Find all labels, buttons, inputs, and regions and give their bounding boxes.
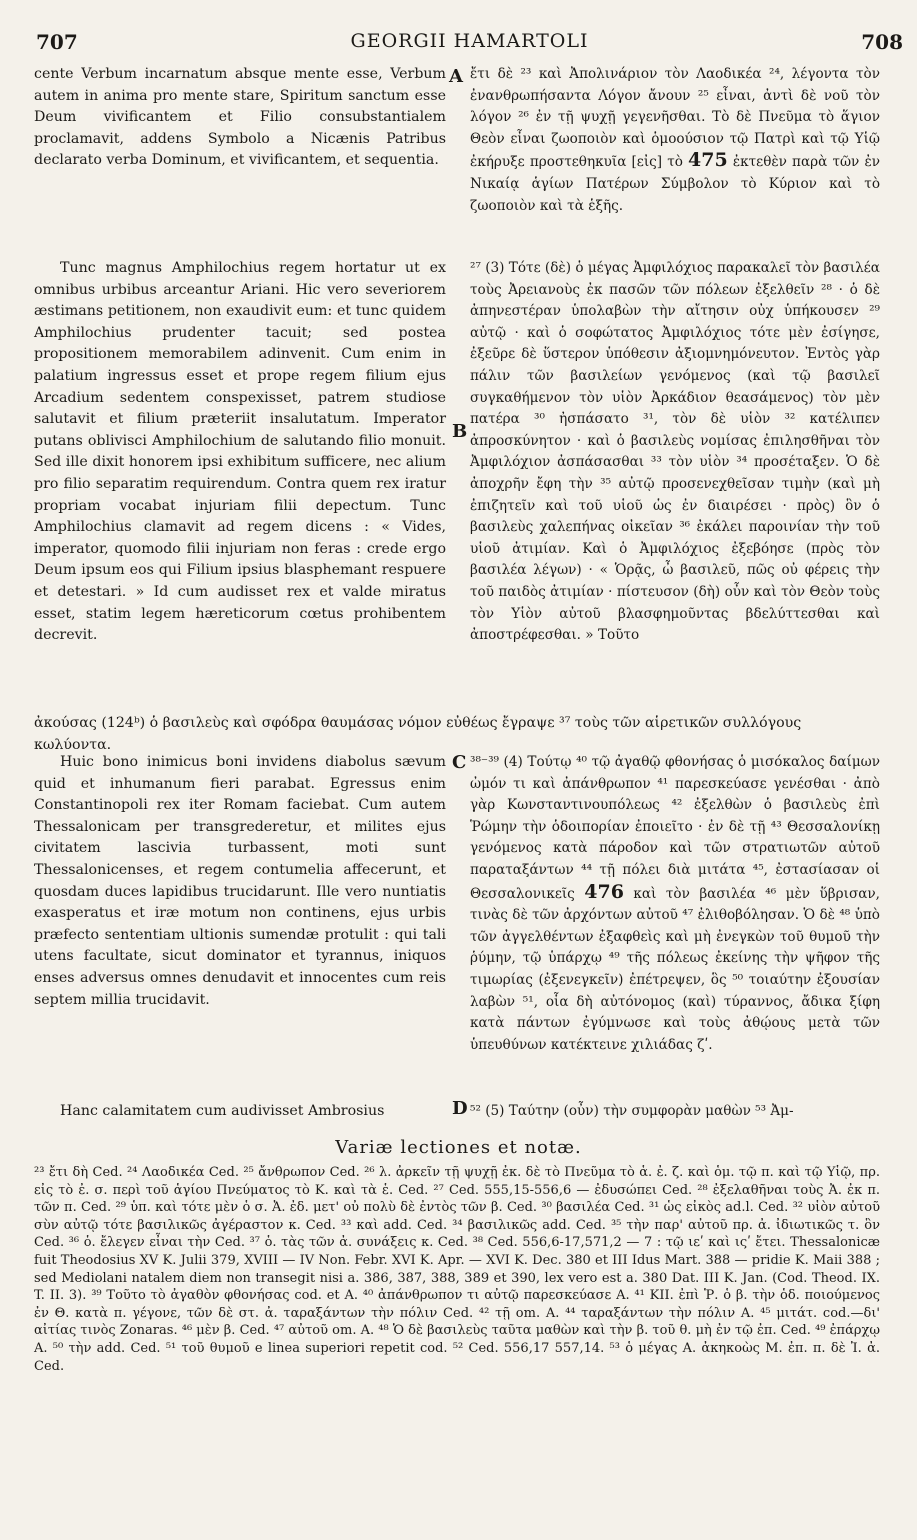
latin-column-part-4 xyxy=(34,1101,446,1123)
greek-column-part-3 xyxy=(470,752,880,1056)
greek-para-1-text-b: ἐκτεθὲν παρὰ τῶν ἐν Νικαίᾳ ἁγίων Πατέρων Σύμβολον τὸ Κύριον καὶ τὸ ζωοποιὸν καὶ τὰ ἑξῆς. xyxy=(470,154,881,214)
greek-para-2: ²⁷ (3) Τότε (δὲ) ὁ μέγας Ἀμφιλόχιος παρακαλεῖ τὸν βασιλέα τοὺς Ἀρειανοὺς ἐκ πασῶν τῶν πόλεων ἐξελθεῖν ²⁸ · ὁ δὲ ἀπηνεστέραν ὑπολαβὼν τὴν αἴτησιν οὐχ ὑπήκουσεν ²⁹ αὐτῷ · καὶ ὁ σοφώτατος Ἀμφιλόχιος τότε μὲν ἐσίγησε, ἐξεῦρε δὲ ὕστερον ὑπόθεσιν ἀξιομνημόνευτον. Ἐντὸς γὰρ πάλιν τῶν βασιλείων γενόμενος (καὶ τῷ βασιλεῖ συγκαθήμενον τὸν υἱὸν Ἀρκάδιον θεασάμενος) τὸν μὲν πατέρα ³⁰ ἠσπάσατο ³¹, τὸν δὲ υἱὸν ³² κατέλιπεν ἀπροσκύνητον · καὶ ὁ βασιλεὺς νομίσας ἐπιλησθῆναι τὸν Ἀμφιλόχιον ἀσπάσασθαι ³³ τὸν υἱὸν ³⁴ προσέταξεν. Ὁ δὲ ἀποχρῆν ἔφη τὴν ³⁵ αὐτῷ προσενεχθεῖσαν τιμὴν (καὶ μὴ ἐπιζητεῖν καὶ τοῦ υἱοῦ ὡς ἐν διαιρέσει · πρὸς) ὃν ὁ βασιλεὺς χαλεπήνας οἰκεῖαν ³⁶ ἐκάλει παροινίαν τὴν τοῦ υἱοῦ ἀτιμίαν. Καὶ ὁ Ἀμφιλόχιος ἐξεβόησε (πρὸς τὸν βασιλέα λέγων) · « Ὁρᾷς, ὦ βασιλεῦ, πῶς οὐ φέρεις τὴν τοῦ παιδὸς ἀτιμίαν · πίστευσον (δὴ) οὖν καὶ τὸν Θεὸν τοὺς τὸν Υἱὸν αὐτοῦ βλασφημοῦντας βδελύττεσθαι καὶ ἀποστρέφεσθαι. » Τοῦτο xyxy=(470,260,880,644)
page-number-left: 707 xyxy=(36,30,78,54)
greek-para-3-text: ³⁸⁻³⁹ (4) Τούτῳ ⁴⁰ τῷ ἀγαθῷ φθονήσας ὁ μισόκαλος δαίμων ὠμόν τι καὶ ἀπάνθρωπον ⁴¹ παρεσκεύασε γενέσθαι · ἀπὸ γὰρ Κωνσταντινουπόλεως ⁴² ἐξελθὼν ὁ βασιλεὺς ἐπὶ Ῥώμην τὴν ὁδοιπορίαν ἐποιεῖτο · ἐν δὲ τῇ ⁴³ Θεσσαλονίκῃ γενόμενος κατὰ πάροδον καὶ τῶν στρατιωτῶν αὐτοῦ παραταξάντων ⁴⁴ τῇ πόλει διὰ μιτάτα ⁴⁵, ἐστασίασαν οἱ Θεσσαλονικεῖς xyxy=(470,754,880,902)
section-marker-a: A xyxy=(449,66,463,87)
section-marker-d: D xyxy=(452,1098,468,1119)
greek-column-part-1 xyxy=(470,64,880,217)
greek-page-marker-475: 475 xyxy=(688,149,728,172)
latin-para-1: cente Verbum incarnatum absque mente esse, Verbum autem in anima pro mente stare, Spiritum sanctum esse Deum vivificantem et Filio consubstantialem proclamavit, addens Symbolo a Nicænis Patribus declarato verba Dominum, et vivificantem, et sequentia. xyxy=(34,66,446,169)
latin-column-part-2 xyxy=(34,258,446,647)
variae-lectiones-title: Variæ lectiones et notæ. xyxy=(335,1137,582,1158)
latin-para-2: Tunc magnus Amphilochius regem hortatur ut ex omnibus urbibus arceantur Ariani. Hic vero severiorem æstimans petitionem, non exaudivit eum: et tunc quidem Amphilochius prudenter tacuit; sed postea propositionem memorabilem adinvenit. Cum enim in palatium ingressus esset et prope regem filium ejus Arcadium sedentem conspexisset, patrem studiose salutavit et filium præteriit insalutatum. Imperator putans oblivisci Amphilochium de salutando filio monuit. Sed ille dixit honorem ipsi exhibitum sufficere, nec alium pro filio separatim requirendum. Contra quem rex iratur propriam vocabat injuriam filii depectum. Tunc Amphilochius clamavit ad regem dicens : « Vides, imperator, quomodo filii injuriam non feras : crede ergo Deum ipsum eos qui Filium ipsius blasphemant respuere et detestari. » Id cum audisset rex et valde miratus esset, statim legem hæreticorum cœtus prohibentem decrevit. xyxy=(34,260,446,644)
greek-column-part-2 xyxy=(470,258,880,647)
section-marker-b: B xyxy=(452,421,468,442)
running-title: GEORGII HAMARTOLI xyxy=(350,30,589,52)
notes-text: ²³ ἔτι δὴ Ced. ²⁴ Λαοδικέα Ced. ²⁵ ἄνθρωπον Ced. ²⁶ λ. ἀρκεῖν τῇ ψυχῇ ἐκ. δὲ τὸ Πνεῦμα τὸ ἁ. ἐ. ζ. καὶ ὁμ. τῷ π. καὶ τῷ Υἱῷ, πρ. εἰς τὸ ἐ. σ. περὶ τοῦ ἁγίου Πνεύματος τὸ Κ. καὶ τὰ ἑ. Ced. ²⁷ Ced. 555,15-556,6 — ἐδυσώπει Ced. ²⁸ ἐξελαθῆναι τοὺς Ἀ. ἐκ π. τῶν π. Ced. ²⁹ ὑπ. καὶ τότε μὲν ὁ σ. Ἀ. ἐδ. μετ' οὐ πολὺ δὲ ἐντὸς τῶν β. Ced. ³⁰ βασιλέα Ced. ³¹ ὡς εἰκὸς ad.l. Ced. ³² υἱὸν αὐτοῦ σὺν αὐτῷ τότε βασιλικῶς ἀγέραστον κ. Ced. ³³ καὶ add. Ced. ³⁴ βασιλικῶς add. Ced. ³⁵ τὴν παρ' αὐτοῦ πρ. ἀ. ἰδιωτικῶς τ. ὃν Ced. ³⁶ ὁ. ἔλεγεν εἶναι τὴν Ced. ³⁷ ὁ. τὰς τῶν ἀ. συνάξεις κ. Ced. ³⁸ Ced. 556,6-17,571,2 — 7 : τῷ ιεʹ καὶ ιςʹ ἔτει. Thessalonicæ fuit Theodosius XV K. Julii 379, XVIII — IV Non. Febr. XVI K. Apr. — XVI K. Dec. 380 et III Idus Mart. 388 — pridie K. Maii 388 ; sed Mediolani natalem diem non transegit nisi a. 386, 387, 388, 389 et 390, lex vero est a. 380 Dat. III K. Jan. (Cod. Theod. IX. T. II. 3). ³⁹ Τοῦτο τὸ ἀγαθὸν φθονήσας cod. et A. ⁴⁰ ἀπάνθρωπον τι αὐτῷ παρεσκεύασε A. ⁴¹ KII. ἐπὶ Ῥ. ὁ β. τὴν ὁδ. ποιούμενος ἐν Θ. κατὰ π. γέγονε, τῶν δὲ στ. ἀ. ταραξάντων τὴν πόλιν Ced. ⁴² τῇ om. A. ⁴⁴ ταραξάντων τὴν πόλιν A. ⁴⁵ μιτάτ. cod.—δι' αἰτίας τινὸς Zonaras. ⁴⁶ μὲν β. Ced. ⁴⁷ αὐτοῦ om. A. ⁴⁸ Ὁ δὲ βασιλεὺς ταῦτα μαθὼν καὶ τὴν β. τοῦ θ. μὴ ἐν τῷ ἐπ. Ced. ⁴⁹ ἐπάρχῳ A. ⁵⁰ τὴν add. Ced. ⁵¹ τοῦ θυμοῦ e linea superiori repetit cod. ⁵² Ced. 556,17 557,14. ⁵³ ὁ μέγας A. ἀκηκοὼς M. ἐπ. π. δὲ Ἰ. ἀ. Ced. xyxy=(34,1165,881,1374)
latin-column-part-3 xyxy=(34,752,446,1011)
greek-para-1 xyxy=(470,64,880,217)
apparatus-notes xyxy=(34,1164,880,1375)
latin-para-3: Huic bono inimicus boni invidens diabolus sævum quid et inhumanum fieri parabat. Egressus enim Constantinopoli rex iter Romam faciebat. Cum autem Thessalonicam per transgrederetur, et milites ejus civitatem lascivia turbassent, moti sunt Thessalonicenses, et regem contumelia affecerunt, et quosdam duces lapidibus trucidarunt. Ille vero nuntiatis exasperatus et iræ motum non continens, ejus urbis præfecto sententiam ultionis sumendæ protulit : qui tali utens facultate, sicut dominator et tyrannus, iniquos enses adversus omnes denudavit et innocentes cum reis septem millia trucidavit. xyxy=(34,754,446,1008)
running-header xyxy=(36,26,903,56)
greek-page-marker-476: 476 xyxy=(584,880,624,903)
latin-para-4: Hanc calamitatem cum audivisset Ambrosius xyxy=(60,1103,385,1119)
greek-para-4: ⁵² (5) Ταύτην (οὖν) τὴν συμφορὰν μαθὼν ⁵³ Ἀμ- xyxy=(470,1103,794,1119)
greek-column-part-4 xyxy=(470,1101,880,1123)
greek-para-3 xyxy=(470,752,880,1056)
latin-column-part-1 xyxy=(34,64,446,172)
greek-para-3-text-b: καὶ τὸν βασιλέα ⁴⁶ μὲν ὕβρισαν, τινὰς δὲ τῶν ἀρχόντων αὐτοῦ ⁴⁷ ἐλιθοβόλησαν. Ὁ δὲ ⁴⁸ ὑπὸ τῶν ἀγγελθέντων ἐξαφθεὶς καὶ μὴ ἐνεγκὼν τοῦ θυμοῦ τὴν ῥύμην, τῷ ὑπάρχῳ ⁴⁹ τῆς πόλεως ἐκείνης τὴν ψῆφον τῆς τιμωρίας (ἐξενεγκεῖν) ἐπέτρεψεν, ὃς ⁵⁰ τοιαύτην ἐξουσίαν λαβὼν ⁵¹, οἷα δὴ αὐτόνομος (καὶ) τύραννος, ἄδικα ξίφη κατὰ πάντων ἐγύμνωσε καὶ τοὺς ἀθῴους μετὰ τῶν ὑπευθύνων κατέκτεινε χιλιάδας ζʹ. xyxy=(470,885,880,1053)
spanning-greek-line: ἀκούσας (124ᵇ) ὁ βασιλεὺς καὶ σφόδρα θαυμάσας νόμον εὐθέως ἔγραψε ³⁷ τοὺς τῶν αἱρετικῶν συλλόγους κωλύοντα. xyxy=(34,715,802,753)
section-marker-c: C xyxy=(452,752,467,773)
page-number-right: 708 xyxy=(861,30,903,54)
greek-para-1-text: ἔτι δὲ ²³ καὶ Ἀπολινάριον τὸν Λαοδικέα ²⁴, λέγοντα τὸν ἐνανθρωπήσαντα Λόγον ἄνουν ²⁵ εἶναι, ἀντὶ δὲ νοῦ τὸν λόγον ²⁶ ἐν τῇ ψυχῇ γεγενῆσθαι. Τὸ δὲ Πνεῦμα τὸ ἅγιον Θεὸν εἶναι ζωοποιὸν καὶ ὁμοούσιον τῷ Πατρὶ καὶ τῷ Υἱῷ ἐκήρυξε προστεθηκυῖα [εἰς] τὸ xyxy=(470,66,880,171)
